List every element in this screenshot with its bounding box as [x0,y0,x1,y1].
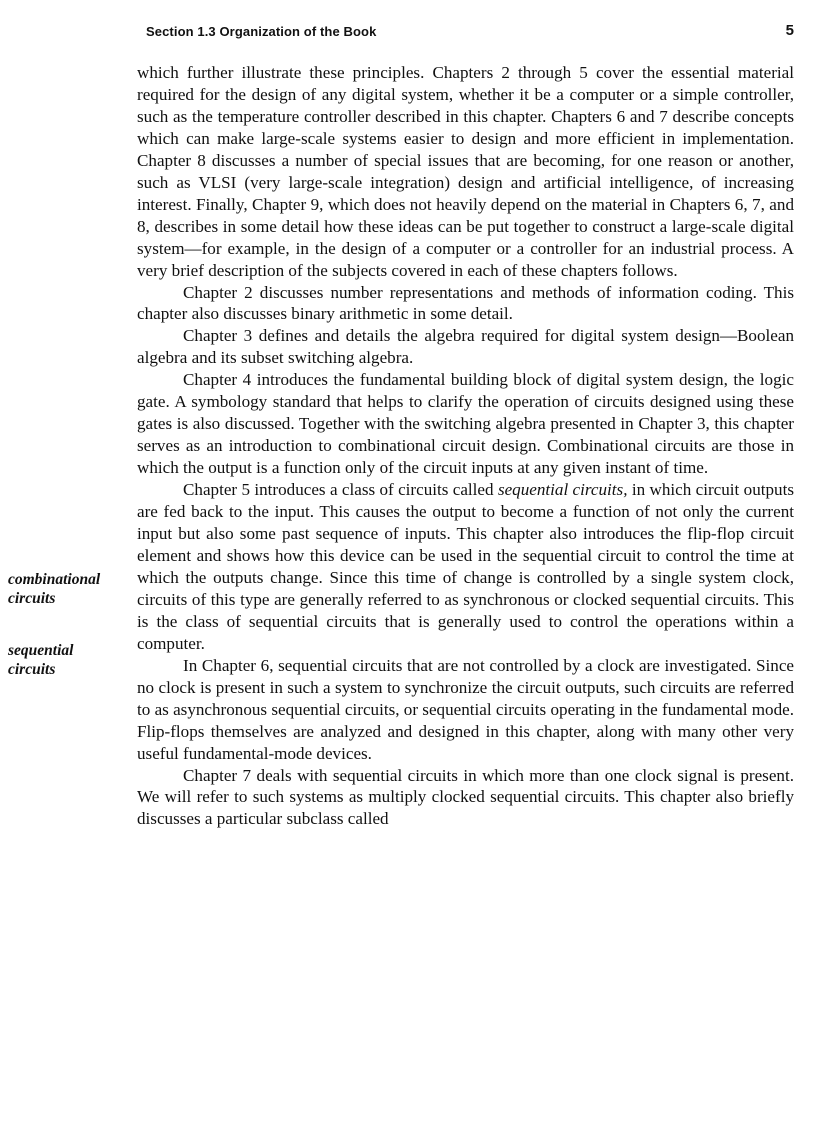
paragraph-chapter-4: Chapter 4 introduces the fundamental building block of digital system design, the logic gate. A symbology standard that helps to clarify the operation of circuits designed using these gates is also discussed. Together with the switching algebra presented in Chapter 3, this chapter serves as an introduction to combinational circuit design. Combinational circuits are those in which the output is a function only of the circuit inputs at any given instant of time. [137,370,794,478]
margin-note-line: circuits [8,661,56,678]
paragraph-text: in which circuit outputs are fed back to the input. This causes the output to become a function of not only the current input but also some past sequence of inputs. This chapter also introduces the flip-flop circuit element and shows how this device can be used in the sequential circuit to control the time at which the outputs change. Since this time of change is controlled by a single system clock, circuits of this type are generally referred to as synchronous or clocked sequential circuits. This is the class of sequential circuits that is generally used to control the operations within a computer. [137,480,794,653]
paragraph-text: Chapter 5 introduces a class of circuits called [183,480,498,500]
paragraph-chapter-7: Chapter 7 deals with sequential circuits in which more than one clock signal is present. We will refer to such systems as multiply clocked sequential circuits. This chapter also briefly discusses a particular subclass called [137,765,794,829]
paragraph-chapter-2: Chapter 2 discusses number representations and methods of information coding. This chapter also discusses binary arithmetic in some detail. [137,282,794,324]
margin-note-sequential-circuits [8,641,136,679]
paragraph-chapter-3: Chapter 3 defines and details the algebra required for digital system design—Boolean algebra and its subset switching algebra. [137,326,794,368]
paragraph-chapter-6: In Chapter 6, sequential circuits that are not controlled by a clock are investigated. Since no clock is present in such a system to synchronize the circuit outputs, such circuits are referred to as asynchronous sequential circuits, or sequential circuits operating in the fundamental mode. Flip-flops themselves are analyzed and designed in this chapter, along with many other very useful fundamental-mode devices. [137,655,794,763]
running-header [146,22,794,44]
paragraph-chapter-5 [137,479,794,655]
section-title: Section 1.3 Organization of the Book [146,24,377,39]
page-number: 5 [785,22,794,39]
margin-note-line: sequential [8,642,74,659]
margin-note-combinational-circuits [8,570,136,608]
margin-note-line: circuits [8,590,56,607]
emphasized-term: sequential circuits, [497,480,628,500]
body-text [137,62,794,830]
paragraph-chapter-overview: which further illustrate these principles. Chapters 2 through 5 cover the essential material required for the design of any digital system, whether it be a computer or a simple controller, such as the temperature controller described in this chapter. Chapters 6 and 7 describe concepts which can make large-scale systems easier to design and more efficient in implementation. Chapter 8 discusses a number of special issues that are becoming, for one reason or another, such as VLSI (very large-scale integration) design and artificial intelligence, of increasing interest. Finally, Chapter 9, which does not heavily depend on the material in Chapters 6, 7, and 8, describes in some detail how these ideas can be put together to construct a large-scale digital system—for example, in the design of a computer or a controller for an industrial process. A very brief description of the subjects covered in each of these chapters follows. [137,63,794,280]
margin-note-line: combinational [8,571,101,588]
